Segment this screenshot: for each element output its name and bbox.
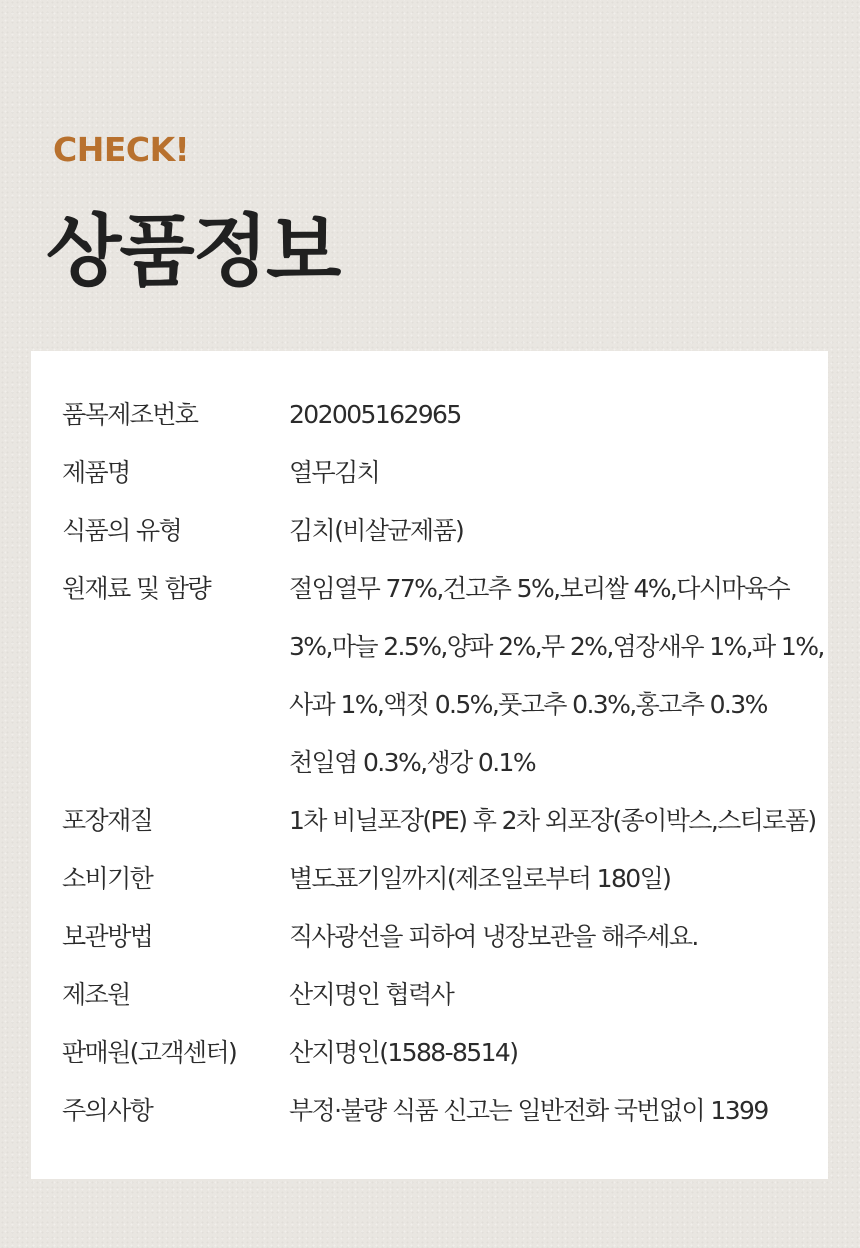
- info-value: [289, 966, 828, 1024]
- info-label: 보관방법: [62, 922, 153, 951]
- info-value: [289, 386, 828, 444]
- info-value: [289, 792, 836, 850]
- info-value-line: 3%,마늘 2.5%,양파 2%,무 2%,염장새우 1%,파 1%,: [289, 632, 824, 661]
- info-value-line: 1차 비닐포장(PE) 후 2차 외포장(종이박스,스티로폼): [289, 806, 816, 835]
- info-value-line: 산지명인 협력사: [289, 980, 454, 1009]
- info-row-expiry: [31, 850, 828, 908]
- info-row-seller: [31, 1024, 828, 1082]
- info-value-line: 열무김치: [289, 458, 380, 487]
- info-row-manufacturer: [31, 966, 828, 1024]
- info-value: [289, 560, 844, 792]
- info-row-caution: [31, 1082, 828, 1140]
- page-title: 상품정보: [46, 207, 340, 297]
- info-label: 판매원(고객센터): [62, 1038, 237, 1067]
- info-row-packaging: [31, 792, 828, 850]
- info-row-ingredients: [31, 560, 828, 792]
- info-row-storage: [31, 908, 828, 966]
- info-row-food-type: [31, 502, 828, 560]
- info-label: 원재료 및 함량: [62, 574, 210, 603]
- check-kicker: CHECK!: [53, 130, 190, 169]
- info-label: 품목제조번호: [62, 400, 198, 429]
- info-value-line: 부정·불량 식품 신고는 일반전화 국번없이 1399: [289, 1096, 768, 1125]
- info-value: [289, 1082, 828, 1140]
- info-value: [289, 850, 828, 908]
- info-value-line: 사과 1%,액젓 0.5%,풋고추 0.3%,홍고추 0.3%: [289, 690, 767, 719]
- info-value: [289, 908, 828, 966]
- info-row-item-number: [31, 386, 828, 444]
- info-label: 소비기한: [62, 864, 153, 893]
- info-value-line: 천일염 0.3%,생강 0.1%: [289, 748, 536, 777]
- info-label: 제조원: [62, 980, 130, 1009]
- info-value-line: 산지명인(1588-8514): [289, 1038, 518, 1067]
- info-row-product-name: [31, 444, 828, 502]
- info-value-line: 김치(비살균제품): [289, 516, 464, 545]
- info-value-line: 직사광선을 피하여 냉장보관을 해주세요.: [289, 922, 698, 951]
- info-value-line: 절임열무 77%,건고추 5%,보리쌀 4%,다시마육수: [289, 574, 790, 603]
- product-info-card: [31, 351, 828, 1179]
- info-value-line: 202005162965: [289, 400, 461, 429]
- info-value: [289, 502, 828, 560]
- info-label: 포장재질: [62, 806, 153, 835]
- info-label: 제품명: [62, 458, 130, 487]
- info-value: [289, 444, 828, 502]
- info-value: [289, 1024, 828, 1082]
- info-label: 식품의 유형: [62, 516, 182, 545]
- info-value-line: 별도표기일까지(제조일로부터 180일): [289, 864, 671, 893]
- info-label: 주의사항: [62, 1096, 153, 1125]
